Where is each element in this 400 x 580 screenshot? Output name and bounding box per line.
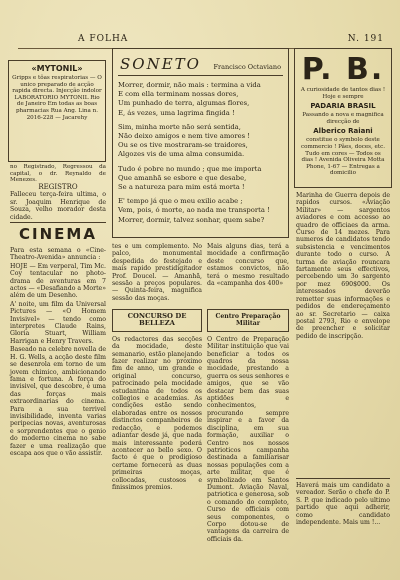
soneto-line: E' tempo já que o meu exilio acabe ; xyxy=(118,197,243,206)
soneto-title: SONETO xyxy=(120,55,201,73)
pb-owner: Alberico Raiani xyxy=(313,127,373,136)
newspaper-title: A FOLHA xyxy=(78,34,129,44)
soneto-line: E, ás vezes, uma lagrima fingida ! xyxy=(118,108,235,117)
page-header xyxy=(18,34,384,49)
cinema-p1: Para esta semana o «Cine-Theatro-Avenida» annuncia : xyxy=(10,247,106,262)
left-note: no Registrado, Regressou da capital, o dr. Reynaldo de Menezes. xyxy=(10,164,106,184)
cinema-p3: A' noite, um film da Universal Pictures — «O Homem Invisivel» — tendo como interpretes Claude Rains, Gloria Stuart, William Harrigan e Henry Travers. xyxy=(10,300,106,345)
padaria-ad xyxy=(294,48,392,188)
center-column xyxy=(112,243,202,303)
pb-text2: Passando a nova e magnifica direcção de xyxy=(302,112,384,125)
concurso-section xyxy=(112,309,202,492)
mytonil-name: «MYTONIL» xyxy=(31,64,83,73)
soneto-line: Ou se os tive mostraram-se traidores, xyxy=(118,141,248,150)
pb-name: PADARIA BRASIL xyxy=(310,102,376,111)
concurso-title: CONCURSO DE BELLEZA xyxy=(112,309,202,332)
soneto-line: Um punhado de terra, algumas flores, xyxy=(118,99,250,108)
concurso-text: Os redactores das secções da mocidade, deste semanario, estão planejando fazer realizar no proximo fim de anno, um grande e original concurso, patrocinado pela mocidade estudantina de todos os collegios e academias. As condições estão sendo elaboradas entre os nossos distinctos companheiros de redacção, e podemos adiantar desde já, que nada mais interessante poderá acontecer ao bello sexo. O facto é que o prodigioso certame fornecerá as duas primeiras moças, collocadas, custosos e finissimos premios. xyxy=(112,335,202,491)
pb-text1: A curiosidade de tantos dias ! Hoje e sempre xyxy=(300,87,386,100)
cinema-title: CINEMA xyxy=(19,225,97,243)
havera-text: Haverá mais um candidato a vereador. Serão o chefe do P. S. P. que indicado pelo ultimo partido que aqui adherir, como candidato independente. Mais um !... xyxy=(296,482,390,527)
soneto-author: Francisco Octaviano xyxy=(213,63,281,71)
soneto-line: E com ella terminam nossas dores, xyxy=(118,90,239,99)
cinema-p4: Baseado na celebre novella de H. G. Wells, a acção deste film se desenrola em torno de um jovem chimico, ambicionando fama e fortuna. A força do invisivel, que descobre, é uma das forças mais extraordinarias do cinema. Para a sua terrivel invisibilidade, inventa varias peripecias novas, aventurosas e sorprendentes que o genio do moderno cinema no sabe fazer e uma realização que escapa aos que o vão assistir. xyxy=(10,346,106,457)
concurso-announcement xyxy=(207,243,289,288)
divider xyxy=(10,222,106,223)
registro-title: REGISTRO xyxy=(38,183,78,191)
center-column-text: tes e um complemento. No palco, monumental despedida do festejado e mais rapido prestidigitador Prof. Doucel. — Amanhã, sessão a preços populares. — Quinta-feira, magnifica sessão das moças. xyxy=(112,243,202,302)
centro-section xyxy=(207,309,289,544)
mytonil-text: Gripps e tôas respiratorias — O unico preparado de acção rapida directa. Injecção indolor LABORATORIO MYTONIL Rio de Janeiro Em todas as boas pharmacias Rua Ang. Lina n. 2016-228 — Jacarehy xyxy=(12,75,102,121)
pb-title: P. B. xyxy=(301,52,385,87)
soneto-box xyxy=(112,48,289,238)
soneto-line: Que amanhã se esbore e que desabe, xyxy=(118,173,247,182)
divider xyxy=(296,478,390,479)
aviacao-section xyxy=(296,192,390,341)
soneto-line: Morrer, dormir, não mais : termina a vida xyxy=(118,81,261,89)
soneto-line: Sim, minha morte não será sentida, xyxy=(118,122,241,131)
soneto-line: Não deixo amigos e nem tive amores ! xyxy=(118,132,251,141)
centro-title: Centro Preparação Militar xyxy=(207,309,289,332)
cinema-section xyxy=(10,226,106,458)
registro-section xyxy=(10,184,106,222)
registro-text: Falleceu terça-feira ultima, o sr. Joaquim Henrique de Souza, velho morador desta cidade. xyxy=(10,191,106,221)
page-number: N. 191 xyxy=(347,34,384,44)
soneto-line: Se a natureza para mim está morta ! xyxy=(118,183,245,192)
pb-text3: constitue o symbolo deste commercio ! Pães, doces, etc. Tudo em cores — Todos os dias ! Avenida Oliveira Motta Phone, 1-67 — Entregas a domicilio xyxy=(300,137,386,177)
soneto-poem xyxy=(118,81,283,225)
centro-text: O Centro de Preparação Militar instituição que vai beneficiar a todos os quadros da nossa mocidade, prestando a guerra os seus senhores e amigos, que se vão destacar bem das suas aptidões e conhecimentos, procurando sempre inspirar e a favor da disciplina, em sua formação, auxiliar o Centro nos nossos patrioticos campanha destinada a familiarisar nossas populações com a arte militar, que é symbolizado em Santos Dumont. Aviação Naval, patriotica e generosa, sob o comando do completo, Curso de officiais com seus componentes, o Corpo dotou-se de vantagens da carreira de officiais da. xyxy=(207,335,289,543)
cinema-p2: HOJE — Em verperal, Tim Mc. Coy tentacular no photo-drama de aventuras em 7 actos — «Desafiando a Morte» além de um Desenho. xyxy=(10,262,106,300)
mais-text: Mais alguns dias, terá a mocidade a confirmação deste concurso que, estamos convictos, não terá o mesmo resultado da «campanha dos 400» xyxy=(207,243,289,288)
soneto-line: Morrer, dormir, talvez sonhar, quem sabe? xyxy=(118,215,265,224)
mytonil-ad xyxy=(8,60,106,162)
marinha-text: Marinha de Guerra depois de rapidos cursos. «Aviação Militar» — sargentos aviadores e com accesso ao quadro de officiaes da arma. Curso de 14 mezes. Para numeros de candidatos tendo subsistencia e vencimentos durante todo o curso. A turma de aviação rouncara fartamente seus effectivos, percebendo um 3o sargento por mez 690$000. Os interessados deverão remetter suas informações e pedidos de endereçamento ao sr. Secretario — caixa postal 2793, Rio e envelope de preencher e solicitar pedido de inscripção. xyxy=(296,192,390,340)
havera-section xyxy=(296,482,390,527)
soneto-line: Algozes vis de uma alma consumida. xyxy=(118,150,245,159)
soneto-line: Tudo é pobre no mundo ; que me importa xyxy=(118,164,262,173)
soneto-line: Vem, pois, ó morte, ao nada me transporta ! xyxy=(118,206,270,215)
